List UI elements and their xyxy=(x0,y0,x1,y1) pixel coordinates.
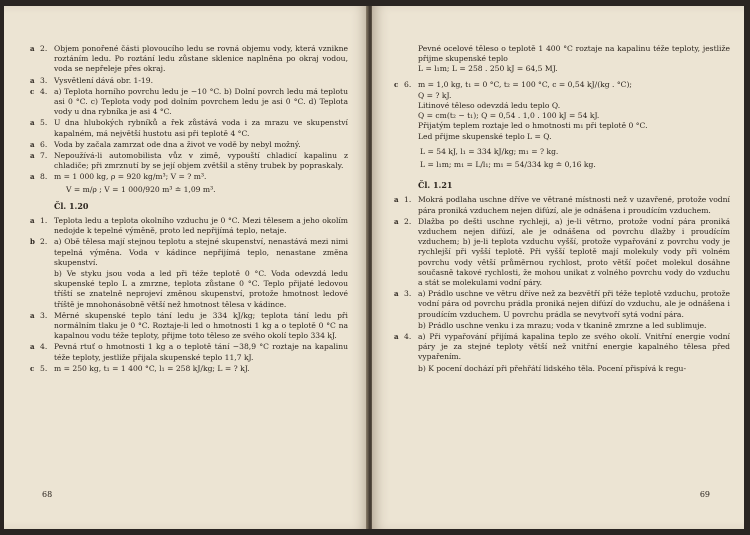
item-text: Mokrá podlaha uschne dříve ve větrané místnosti než v uzavřené, protože vodní pára proniká vzduchem nejen difúzí, ale je odnášena i proudícím vzduchem. xyxy=(418,195,730,215)
exercise-item xyxy=(394,195,730,215)
exercise-item xyxy=(30,151,348,171)
item-number: 4. xyxy=(404,332,412,342)
item-mark xyxy=(394,364,404,374)
item-text: a) Při vypařování přijímá kapalina teplo ze svého okolí. Vnitřní energie vodní páry je za stejné teploty větší než vnitřní energie kapalného tělesa před vypařením. xyxy=(418,332,730,362)
exercise-item xyxy=(394,289,730,320)
item-number: 8. xyxy=(40,172,48,182)
section-heading-1-21: Čl. 1.21 xyxy=(418,180,453,191)
page-number-right: 69 xyxy=(699,490,710,499)
item-text: Voda by začala zamrzat ode dna a život ve vodě by nebyl možný. xyxy=(54,139,301,149)
item-mark xyxy=(394,321,404,331)
solution-line: Litinové těleso odevzdá ledu teplo Q. xyxy=(418,101,561,111)
exercise-item xyxy=(30,237,348,268)
item-number: 2. xyxy=(40,237,48,247)
item-number: 4. xyxy=(40,342,48,352)
item-text: a) Prádlo uschne ve větru dříve než za bezvětří při téže teplotě vzduchu, protože vodní pára od povrchu prádla proniká nejen difúzí do vzduchu, ale je odnášena i proudícím vzduchem. U povrchu prádla se nevytvoří sytá vodní pára. xyxy=(418,289,730,319)
section-heading-1-20: Čl. 1.20 xyxy=(54,200,89,211)
item-text: Teplota ledu a teplota okolního vzduchu je 0 °C. Mezi tělesem a jeho okolím nedojde k tepelné výměně, proto led nepřijímá teplo, netaje. xyxy=(54,216,348,236)
item-number xyxy=(40,269,54,310)
item-mark: a xyxy=(30,75,35,85)
item-text: m = 1,0 kg, t₁ = 0 °C, t₂ = 100 °C, c = 0,54 kJ/(kg . °C); xyxy=(418,79,632,89)
exercise-item xyxy=(30,269,348,310)
item-mark: a xyxy=(30,44,35,53)
item-number: 5. xyxy=(40,118,48,128)
item-text: a) Obě tělesa mají stejnou teplotu a stejné skupenství, nenastává mezi nimi tepelná výměna. Voda v kádince nepřijímá teplo, nenastane změna skupenství. xyxy=(54,237,348,267)
item-mark: c xyxy=(30,86,35,96)
item-text: Dlažba po dešti uschne rychleji, a) je-li větrno, protože vodní pára proniká vzduchem nejen difúzí, ale je odnášena od povrchu dlažby i proudícím vzduchem; b) je-li teplota vzduchu vyšší, protože vypařování z povrchu vody je rychlejší při vyšší teplotě. Při vyšší teplotě mají molekuly vody při volném povrchu vody větší průměrnou rychlost, proto větší počet molekul dosáhne současně takové rychlosti, že mohou unikat z volného povrchu vody do vzduchu a stát se molekulami vodní páry. xyxy=(418,216,730,288)
intro-equation: L = l₁m; L = 258 . 250 kJ = 64,5 MJ. xyxy=(418,64,558,74)
item-mark: a xyxy=(30,310,35,320)
item-mark: c xyxy=(30,363,35,373)
item-text: m = 1 000 kg, ρ = 920 kg/m³; V = ? m³. xyxy=(54,172,207,182)
exercise-item xyxy=(394,217,730,288)
left-page-content xyxy=(30,44,348,375)
exercise-item xyxy=(30,118,348,138)
right-page xyxy=(372,6,744,529)
item-text: Objem ponořené části plovoucího ledu se rovná objemu vody, která vznikne roztáním ledu. Po roztání ledu zůstane sklenice naplněna po okraj vodou, voda se nepřeleje přes okraj. xyxy=(54,44,348,74)
item-number: 5. xyxy=(40,363,48,373)
item-mark: b xyxy=(30,237,35,247)
item-number: 2. xyxy=(40,44,48,53)
page-number-left: 68 xyxy=(42,490,53,499)
exercise-item xyxy=(30,311,348,342)
item-number: 3. xyxy=(40,75,48,85)
exercise-item xyxy=(30,76,348,86)
equation-a: L = 54 kJ, l₁ = 334 kJ/kg; m₁ = ? kg. xyxy=(420,146,559,156)
item-text: Nepoužívá-li automobilista vůz v zimě, vypouští chladicí kapalinu z chladiče; při zmrznutí by se její objem zvětšil a stěny trubek by popraskaly. xyxy=(54,151,348,171)
item-number: 4. xyxy=(40,86,48,96)
solution-line: Přijatým teplem roztaje led o hmotnosti m₁ při teplotě 0 °C. xyxy=(418,121,648,131)
item-mark: a xyxy=(30,342,35,352)
exercise-item xyxy=(30,87,348,118)
exercise-item xyxy=(30,342,348,362)
item-number: 1. xyxy=(40,216,48,226)
item-mark: a xyxy=(30,151,35,161)
item-number: 6. xyxy=(404,79,412,89)
item-text: Měrné skupenské teplo tání ledu je 334 kJ/kg; teplota tání ledu při normálním tlaku je 0 °C. Roztaje-li led o hmotnosti 1 kg a o teplotě 0 °C na kapalnou vodu téže teploty, přijme toto těleso ze svého okolí teplo 334 kJ. xyxy=(54,310,348,341)
left-page xyxy=(4,6,368,529)
item-mark: a xyxy=(30,172,35,182)
equation-b: L = l₁m; m₁ = L/l₁; m₁ = 54/334 kg ≐ 0,16 kg. xyxy=(420,160,596,170)
item-text: b) K pocení dochází při přehřátí lidského těla. Pocení přispívá k regu- xyxy=(418,363,687,373)
item-mark: c xyxy=(394,79,399,89)
item-number: 1. xyxy=(404,195,412,205)
exercise-item xyxy=(394,80,730,90)
right-page-content xyxy=(394,44,730,375)
item-text: b) Ve styku jsou voda a led při téže teplotě 0 °C. Voda odevzdá ledu skupenské teplo L a zmrzne, teplota zůstane 0 °C. Teplo přijaté ledovou tříští se znatelně neprojeví změnou skupenství, protože hmotnost ledové tříště je mnohonásobně větší než hmotnost tělesa v kádince. xyxy=(54,269,348,309)
exercise-item xyxy=(394,321,730,331)
item-mark: a xyxy=(30,139,35,149)
item-number: 6. xyxy=(40,139,48,149)
exercise-item xyxy=(30,140,348,150)
exercise-item xyxy=(30,44,348,75)
exercise-item xyxy=(30,364,348,374)
item-mark xyxy=(30,269,40,310)
item-text: b) Prádlo uschne venku i za mrazu; voda v tkanině zmrzne a led sublimuje. xyxy=(418,320,707,330)
item-mark: a xyxy=(30,216,35,226)
exercise-item xyxy=(30,216,348,236)
item-mark: a xyxy=(394,216,399,226)
equation-8: V = m/ρ ; V = 1 000/920 m³ ≐ 1,09 m³. xyxy=(66,184,216,194)
item-mark: a xyxy=(30,118,35,128)
item-number xyxy=(404,321,418,331)
item-text: Pevná rtuť o hmotnosti 1 kg a o teplotě tání −38,9 °C roztaje na kapalinu téže teploty, jestliže přijala skupenské teplo 11,7 kJ. xyxy=(54,342,348,362)
item-number: 3. xyxy=(404,289,412,299)
exercise-item xyxy=(30,172,348,182)
exercise-item xyxy=(394,332,730,363)
solution-line: Q = cm(t₂ − t₁); Q = 0,54 . 1,0 . 100 kJ = 54 kJ. xyxy=(418,111,600,121)
item-number: 7. xyxy=(40,151,48,161)
item-text: a) Teplota horního povrchu ledu je −10 °C. b) Dolní povrch ledu má teplotu asi 0 °C. c) Teplota vody pod dolním povrchem ledu je asi 0 °C. d) Teplota vody u dna rybníka je asi 4 °C. xyxy=(54,86,348,117)
item-mark: a xyxy=(394,332,399,342)
item-number: 3. xyxy=(40,310,48,320)
item-number: 2. xyxy=(404,216,412,226)
item-mark: a xyxy=(394,289,399,299)
item-number xyxy=(404,364,418,374)
exercise-item xyxy=(394,364,730,374)
item-text: U dna hlubokých rybníků a řek zůstává voda i za mrazu ve skupenství kapalném, má největší hustotu asi při teplotě 4 °C. xyxy=(54,118,348,138)
intro-text: Pevné ocelové těleso o teplotě 1 400 °C roztaje na kapalinu téže teploty, jestliže přijme skupenské teplo xyxy=(418,44,730,64)
item-text: m = 250 kg, t₁ = 1 400 °C, l₁ = 258 kJ/kg; L = ? kJ. xyxy=(54,363,250,373)
solution-line: Q = ? kJ. xyxy=(418,90,452,100)
solution-line: Led přijme skupenské teplo L = Q. xyxy=(418,131,552,141)
item-mark: a xyxy=(394,195,399,205)
item-text: Vysvětlení dává obr. 1-19. xyxy=(54,75,154,85)
